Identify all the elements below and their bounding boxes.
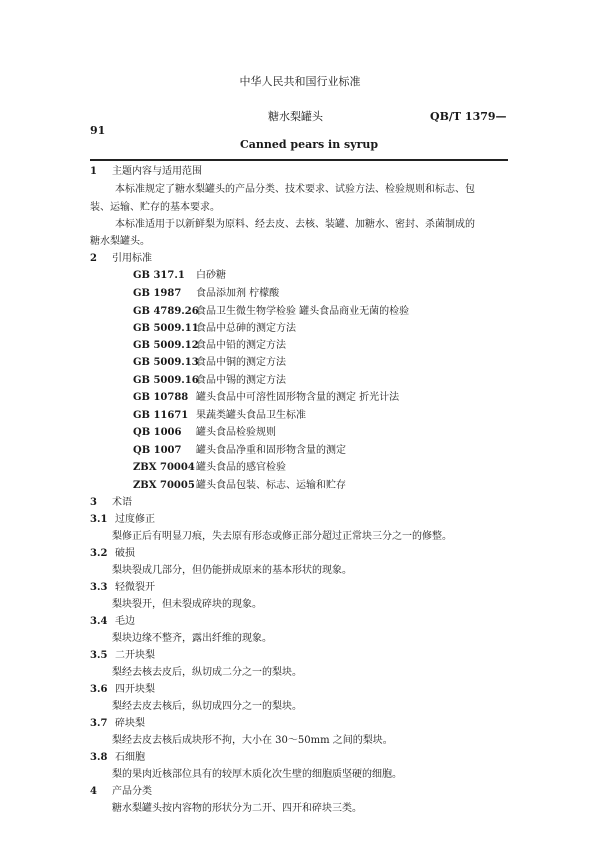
reference-code: ZBX 70005 <box>133 480 195 491</box>
term-heading <box>90 581 155 595</box>
reference-item <box>133 269 226 283</box>
reference-item <box>133 305 409 319</box>
term-definition: 梨经去核去皮后，纵切成二分之一的梨块。 <box>112 667 302 678</box>
term-definition: 梨的果肉近核部位具有的较厚木质化次生壁的细胞质坚硬的细胞。 <box>112 769 402 780</box>
reference-item <box>133 287 279 301</box>
section-number: 4 <box>90 786 97 797</box>
term-number: 3.8 <box>90 752 108 763</box>
reference-title: 食品中总砷的测定方法 <box>196 323 296 334</box>
section-title: 引用标准 <box>112 253 152 264</box>
section-title: 主题内容与适用范围 <box>112 166 202 177</box>
reference-code: ZBX 70004 <box>133 462 195 473</box>
reference-item <box>133 426 276 440</box>
term-definition: 梨块裂成几部分，但仍能拼成原来的基本形状的现象。 <box>112 565 352 576</box>
reference-title: 果蔬类罐头食品卫生标准 <box>196 410 306 421</box>
term-definition: 梨经去皮去核后成块形不拘，大小在 30～50mm 之间的梨块。 <box>112 735 393 746</box>
reference-title: 罐头食品包装、标志、运输和贮存 <box>196 480 346 491</box>
reference-title: 白砂糖 <box>196 270 226 281</box>
section-heading <box>90 785 152 799</box>
reference-code: QB 1006 <box>133 427 182 438</box>
term-heading <box>90 717 145 731</box>
term-title: 石细胞 <box>115 752 145 763</box>
reference-title: 罐头食品净重和固形物含量的测定 <box>196 445 346 456</box>
paragraph-line: 本标准适用于以新鲜梨为原料、经去皮、去核、装罐、加糖水、密封、杀菌制成的 <box>115 219 475 230</box>
reference-code: GB 11671 <box>133 410 189 421</box>
term-heading <box>90 683 155 697</box>
term-definition: 梨块裂开，但未裂成碎块的现象。 <box>112 599 262 610</box>
term-title: 轻微裂开 <box>115 582 155 593</box>
header-divider <box>90 159 508 161</box>
reference-item <box>133 339 286 353</box>
term-heading <box>90 547 135 561</box>
term-number: 3.7 <box>90 718 108 729</box>
reference-code: GB 10788 <box>133 392 189 403</box>
reference-title: 罐头食品的感官检验 <box>196 462 286 473</box>
reference-title: 食品中铅的测定方法 <box>196 340 286 351</box>
reference-item <box>133 356 286 370</box>
reference-title: 食品中铜的测定方法 <box>196 357 286 368</box>
term-number: 3.3 <box>90 582 108 593</box>
term-number: 3.2 <box>90 548 108 559</box>
term-heading <box>90 615 135 629</box>
reference-title: 罐头食品检验规则 <box>196 427 276 438</box>
term-heading <box>90 513 155 527</box>
reference-code: GB 1987 <box>133 288 182 299</box>
standard-code: QB/T 1379— <box>430 110 507 123</box>
reference-item <box>133 444 346 458</box>
reference-code: QB 1007 <box>133 445 182 456</box>
reference-item <box>133 374 286 388</box>
term-heading <box>90 649 155 663</box>
section-heading <box>90 496 132 510</box>
standard-title: 中华人民共和国行业标准 <box>239 75 361 88</box>
section-title: 产品分类 <box>112 786 152 797</box>
reference-title: 食品卫生微生物学检验 罐头食品商业无菌的检验 <box>196 306 410 317</box>
reference-code: GB 317.1 <box>133 270 185 281</box>
term-number: 3.1 <box>90 514 108 525</box>
section-heading <box>90 252 152 266</box>
term-number: 3.5 <box>90 650 108 661</box>
term-title: 二开块梨 <box>115 650 155 661</box>
term-title: 四开块梨 <box>115 684 155 695</box>
paragraph-line: 糖水梨罐头。 <box>90 236 150 247</box>
reference-item <box>133 479 346 493</box>
reference-code: GB 5009.13 <box>133 357 199 368</box>
term-title: 毛边 <box>115 616 135 627</box>
section-number: 3 <box>90 497 97 508</box>
section-number: 2 <box>90 253 97 264</box>
reference-item <box>133 461 286 475</box>
reference-code: GB 5009.16 <box>133 375 199 386</box>
reference-title: 食品中锡的测定方法 <box>196 375 286 386</box>
term-definition: 梨修正后有明显刀痕，失去原有形态或修正部分超过正常块三分之一的修整。 <box>112 531 452 542</box>
section-number: 1 <box>90 166 97 177</box>
reference-item <box>133 409 306 423</box>
english-title: Canned pears in syrup <box>240 138 379 151</box>
term-title: 过度修正 <box>115 514 155 525</box>
paragraph-line: 本标准规定了糖水梨罐头的产品分类、技术要求、试验方法、检验规则和标志、包 <box>115 184 475 195</box>
term-heading <box>90 751 145 765</box>
term-definition: 梨块边缘不整齐，露出纤维的现象。 <box>112 633 272 644</box>
standard-year: 91 <box>90 124 106 137</box>
paragraph-line: 装、运输、贮存的基本要求。 <box>90 202 220 213</box>
term-number: 3.4 <box>90 616 108 627</box>
reference-title: 罐头食品中可溶性固形物含量的测定 折光计法 <box>196 392 400 403</box>
document-title: 糖水梨罐头 <box>268 110 323 123</box>
term-definition: 梨经去皮去核后，纵切成四分之一的梨块。 <box>112 701 302 712</box>
section-title: 术语 <box>112 497 132 508</box>
section-heading <box>90 165 202 179</box>
term-number: 3.6 <box>90 684 108 695</box>
paragraph-line: 糖水梨罐头按内容物的形状分为二开、四开和碎块三类。 <box>112 803 362 814</box>
reference-code: GB 5009.12 <box>133 340 199 351</box>
reference-item <box>133 322 296 336</box>
term-title: 碎块梨 <box>115 718 145 729</box>
reference-title: 食品添加剂 柠檬酸 <box>196 288 280 299</box>
reference-item <box>133 391 399 405</box>
reference-code: GB 5009.11 <box>133 323 199 334</box>
term-title: 破损 <box>115 548 135 559</box>
reference-code: GB 4789.26 <box>133 306 199 317</box>
